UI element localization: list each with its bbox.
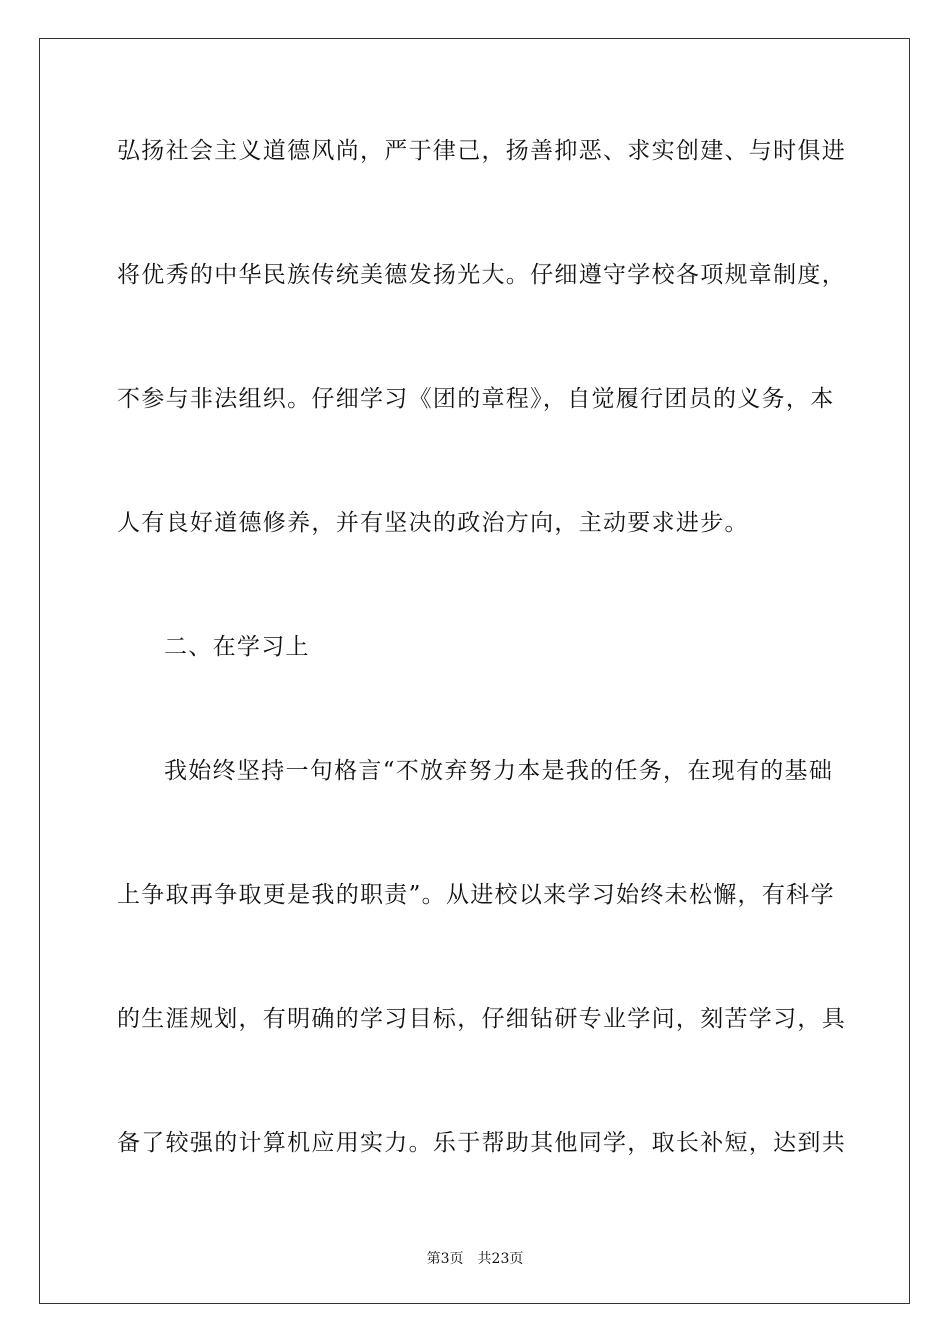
page-border xyxy=(39,38,910,1304)
paragraph-line: 不参与非法组织。仔细学习《团的章程》，自觉履行团员的义务，本 xyxy=(117,386,835,412)
paragraph-line: 人有良好道德修养，并有坚决的政治方向，主动要求进步。 xyxy=(117,510,749,536)
paragraph-line: 弘扬社会主义道德风尚，严于律己，扬善抑恶、求实创建、与时俱进 xyxy=(117,138,846,164)
total-pages: 共23页 xyxy=(477,1251,524,1267)
page-footer xyxy=(0,1248,950,1268)
paragraph-line: 的生涯规划，有明确的学习目标，仔细钻研专业学问，刻苦学习，具 xyxy=(117,1006,846,1032)
paragraph-line: 备了较强的计算机应用实力。乐于帮助其他同学，取长补短，达到共 xyxy=(117,1130,846,1156)
section-heading: 二、在学习上 xyxy=(164,634,310,660)
paragraph-line: 上争取再争取更是我的职责”。从进校以来学习始终未松懈，有科学 xyxy=(117,882,835,908)
paragraph-line: 将优秀的中华民族传统美德发扬光大。仔细遵守学校各项规章制度， xyxy=(117,262,846,288)
page-number: 第3页 xyxy=(426,1251,464,1267)
paragraph-line: 我始终坚持一句格言“不放弃努力本是我的任务，在现有的基础 xyxy=(164,758,834,784)
